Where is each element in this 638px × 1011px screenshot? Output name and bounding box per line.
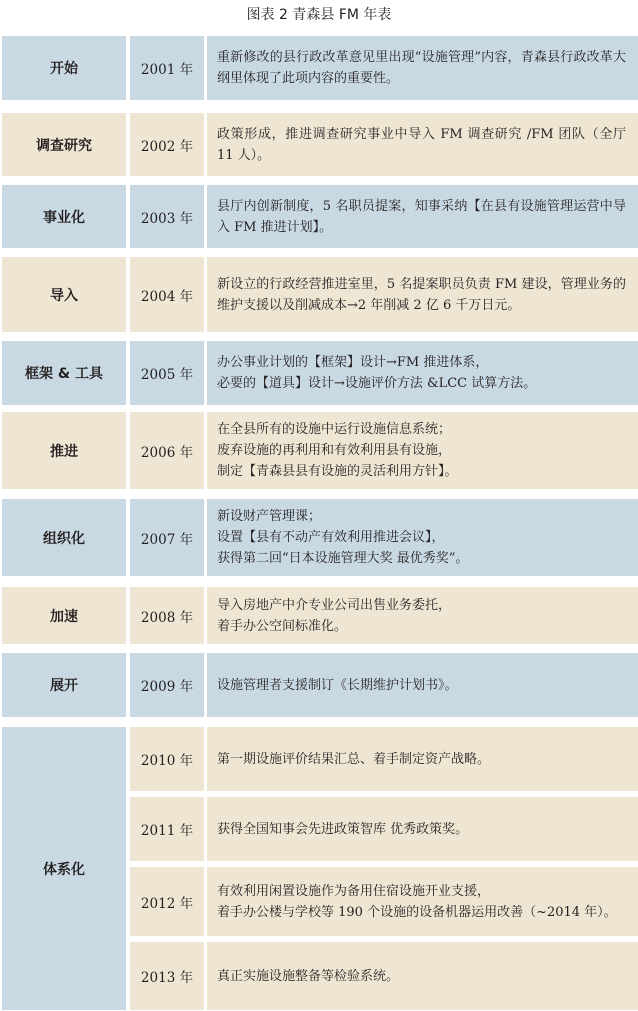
description-cell-text: 县厅内创新制度，5 名职员提案，知事采纳【在县有设施管理运营中导入 FM 推进计划】。 [217,198,626,235]
phase-cell [2,36,126,100]
phase-cell-text: 展开 [50,678,78,694]
year-cell-text: 2009 年 [140,679,194,695]
description-cell-text: 导入房地产中介专业公司出售业务委托， 着手办公空间标准化。 [217,597,452,634]
year-cell-text: 2005 年 [140,367,194,383]
year-cell [130,653,204,717]
description-cell-text: 获得全国知事会先进政策智库 优秀政策奖。 [217,821,469,837]
description-cell-text: 有效利用闲置设施作为备用住宿设施开业支援， 着手办公楼与学校等 190 个设施的设备机器运用改善（~2014 年）。 [217,883,617,920]
year-cell [130,797,204,861]
description-cell [207,257,638,332]
description-cell [207,797,638,861]
year-cell-text: 2006 年 [140,444,194,461]
phase-cell [2,341,126,405]
description-cell [207,587,638,644]
description-cell-text: 第一期设施评价结果汇总、着手制定资产战略。 [217,751,491,767]
phase-cell-group-text: 体系化 [43,861,85,878]
description-cell-text: 重新修改的县行政改革意见里出现“设施管理”内容，青森县行政改革大纲里体现了此项内容的重要性。 [217,50,626,86]
year-cell [130,257,204,332]
year-cell-text: 2007 年 [140,531,194,548]
year-cell [130,36,204,100]
phase-cell-text: 开始 [50,61,78,77]
year-cell-text: 2013 年 [140,970,194,986]
year-cell [130,499,204,576]
year-cell [130,942,204,1010]
description-cell [207,942,638,1010]
phase-cell-text: 事业化 [43,209,85,226]
description-cell [207,412,638,489]
year-cell-text: 2004 年 [140,288,194,305]
year-cell-text: 2001 年 [140,62,194,78]
description-cell-text: 办公事业计划的【框架】设计→FM 推进体系， 必要的【道具】设计→设施评价方法 &LCC 试算方法。 [217,355,537,391]
description-cell-text: 在全县所有的设施中运行设施信息系统； 废弃设施的再利用和有效利用县有设施， 制定【青森县县有设施的灵活利用方针】。 [217,422,458,479]
year-cell [130,113,204,176]
description-cell [207,499,638,576]
phase-cell-text: 推进 [50,443,78,460]
year-cell-text: 2008 年 [140,609,194,626]
description-cell-text: 政策形成，推进调查研究事业中导入 FM 调查研究 /FM 团队（全厅 11 人）。 [217,126,626,163]
year-cell [130,341,204,405]
description-cell [207,867,638,936]
phase-cell [2,113,126,176]
description-cell-text: 新设立的行政经营推进室里，5 名提案职员负责 FM 建设，管理业务的维护支援以及削减成本→2 年削减 2 亿 6 千万日元。 [217,276,626,313]
description-cell [207,727,638,791]
phase-cell-text: 导入 [50,287,78,304]
year-cell-text: 2003 年 [140,210,194,227]
description-cell [207,341,638,405]
phase-cell [2,257,126,332]
year-cell-text: 2010 年 [140,753,194,769]
phase-cell-group [2,727,126,1010]
year-cell [130,185,204,248]
year-cell [130,412,204,489]
phase-cell [2,412,126,489]
description-cell [207,36,638,100]
year-cell-text: 2002 年 [140,138,194,155]
phase-cell-text: 组织化 [43,530,85,547]
phase-cell-text: 加速 [50,608,78,625]
phase-cell [2,499,126,576]
description-cell-text: 真正实施设施整备等检验系统。 [217,968,400,984]
year-cell-text: 2012 年 [140,895,194,912]
phase-cell [2,185,126,248]
description-cell [207,113,638,176]
phase-cell-text: 调查研究 [36,137,92,154]
year-cell [130,587,204,644]
description-cell-text: 设施管理者支援制订《长期维护计划书》。 [217,677,458,693]
phase-cell-text: 框架 & 工具 [25,366,103,382]
year-cell [130,727,204,791]
table-caption: 图表 2 青森县 FM 年表 [246,7,392,23]
description-cell-text: 新设财产管理课； 设置【县有不动产有效利用推进会议】， 获得第二回“日本设施管理大奖 最优秀奖”。 [217,509,469,566]
phase-cell [2,587,126,644]
year-cell-text: 2011 年 [140,823,194,839]
phase-cell [2,653,126,717]
description-cell [207,653,638,717]
year-cell [130,867,204,936]
description-cell [207,185,638,248]
